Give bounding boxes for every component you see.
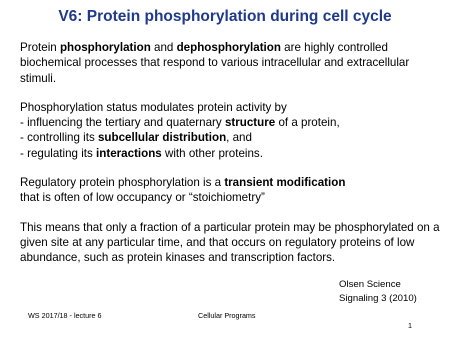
p3-text-1: Regulatory protein phosphorylation is a (20, 176, 225, 190)
p2-line-3-text-2: , and (226, 131, 252, 145)
reference-issue: Signaling 3 (2010) (339, 292, 417, 304)
reference-journal: Olsen Science (339, 279, 401, 290)
slide-title: V6: Protein phosphorylation during cell cycle (58, 8, 392, 25)
p2-bold-structure: structure (224, 116, 276, 130)
p1-text-3: are highly controlled biochemical processes that respond to various intracellular and extracellular stimuli. (20, 41, 410, 85)
p2-bold-interactions: interactions (96, 146, 162, 160)
p1-bold-phosphorylation: phosphorylation (59, 41, 151, 54)
paragraph-fraction: This means that only a fraction of a particular protein may be phosphorylated on a given site at any particular time, and that occurs on regulatory proteins of low abundance, such as protein kinases and transcription factors. (20, 220, 440, 265)
p2-line-4-text-1: - regulating its (20, 146, 97, 160)
p2-line-3-text-1: - controlling its (20, 131, 98, 145)
footer-lecture: WS 2017/18 - lecture 6 (28, 311, 102, 320)
p2-line-4-text-2: with other proteins. (161, 146, 263, 160)
reference-citation (339, 278, 417, 305)
p3-bold-transient: transient modification (224, 176, 346, 190)
p1-text-2: and (150, 41, 177, 54)
p2-line-1: Phosphorylation status modulates protein activity by (20, 100, 287, 114)
p2-bold-subcellular: subcellular distribution (97, 131, 227, 145)
p3-text-2: that is often of low occupancy or “stoichiometry” (20, 191, 265, 205)
paragraph-regulatory (20, 175, 440, 206)
p1-text-1: Protein (20, 41, 60, 54)
p2-line-2-text-1: - influencing the tertiary and quaternary (20, 116, 225, 130)
paragraph-status (20, 100, 440, 161)
p1-bold-dephosphorylation: dephosphorylation (176, 41, 281, 54)
footer-course: Cellular Programs (198, 311, 256, 320)
page-number: 1 (408, 321, 412, 330)
slide-body (20, 40, 440, 266)
paragraph-phosphorylation (20, 40, 440, 86)
p2-line-2-text-2: of a protein, (275, 116, 340, 130)
